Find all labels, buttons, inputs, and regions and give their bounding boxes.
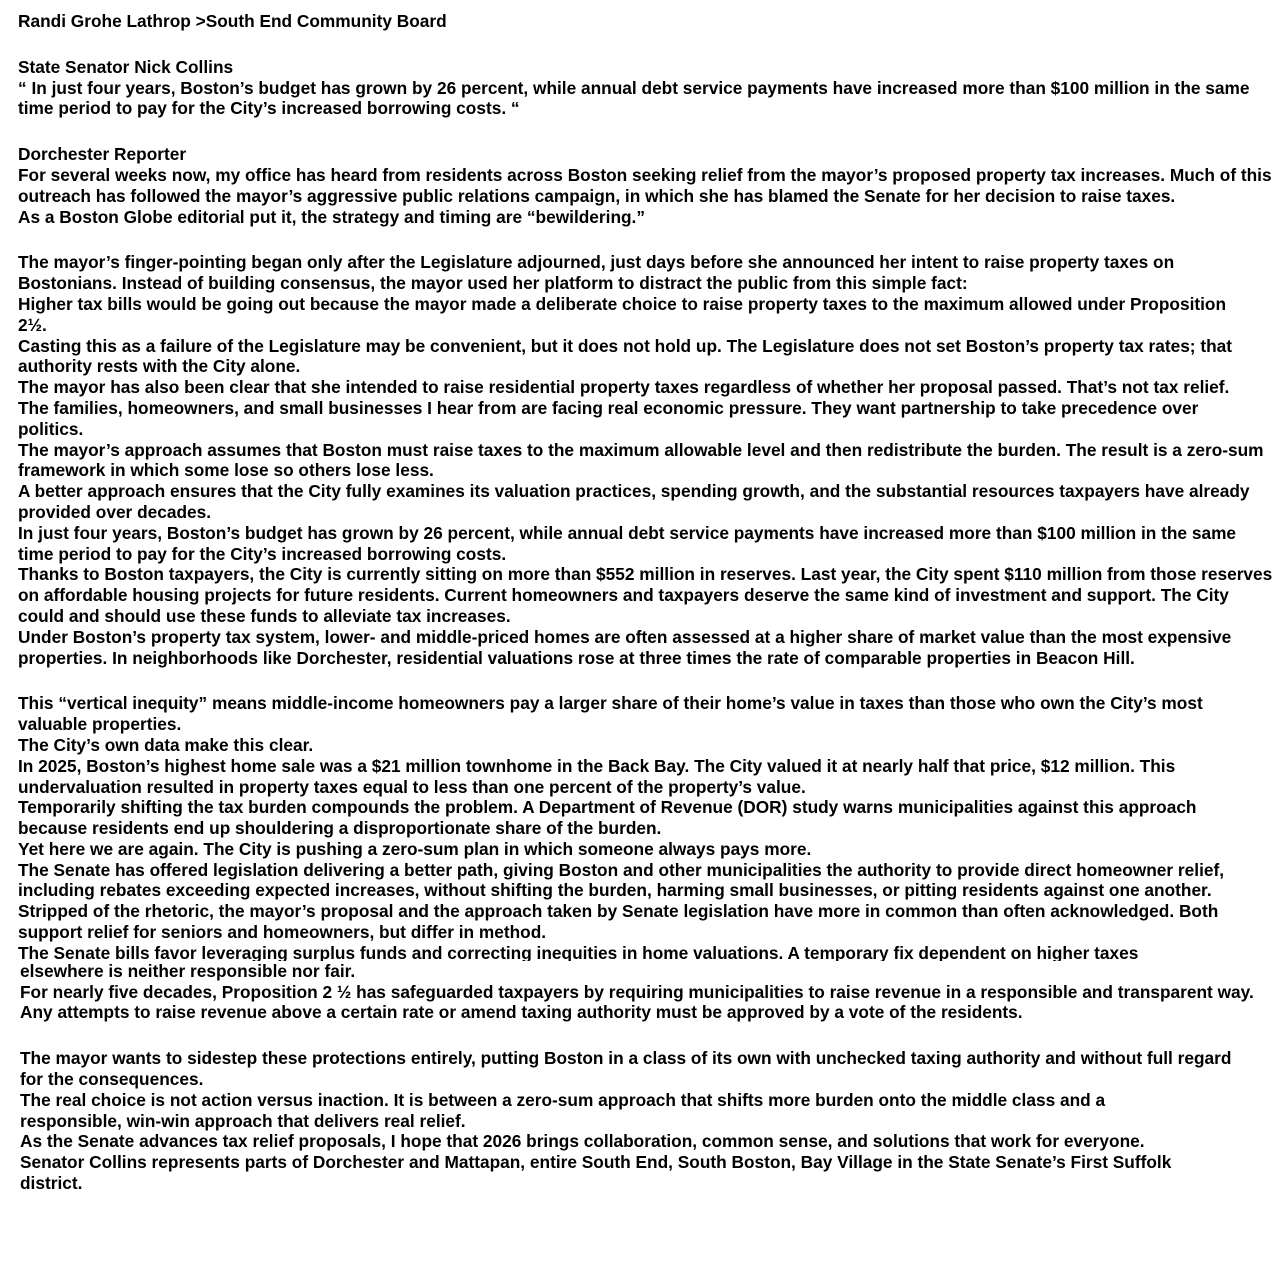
paragraph-continuation: elsewhere is neither responsible nor fair. [20,960,356,981]
breadcrumb: Randi Grohe Lathrop >South End Community Board [18,11,447,31]
paragraph: For several weeks now, my office has heard from residents across Boston seeking relief from the mayor’s proposed property tax increases. Much of this outreach has followed the mayor’s aggressive public relations campaign, in which she has blamed the Senate for her decision to raise taxes. [18,164,1272,206]
paragraph-clipped: The Senate bills favor leveraging surplus funds and correcting inequities in home valuations. A temporary fix dependent on higher taxes [18,942,1139,961]
spacer [18,119,1282,144]
paragraph: The mayor’s approach assumes that Boston must raise taxes to the maximum allowable level and then redistribute the burden. The result is a zero-sum framework in which some lose so others lose less. [18,439,1264,481]
spacer [18,32,1282,57]
paragraph: A better approach ensures that the City fully examines its valuation practices, spending growth, and the substantial resources taxpayers have already provided over decades. [18,481,1250,522]
paragraph: The City’s own data make this clear. [18,734,314,755]
paragraph: The mayor’s finger-pointing began only after the Legislature adjourned, just days before she announced her intent to raise property taxes on Bostonians. Instead of building consensus, the mayor used her platform to distract the public from this simple fact: [18,252,1175,294]
paragraph: Higher tax bills would be going out because the mayor made a deliberate choice to raise property taxes to the maximum allowed under Proposition 2½. [18,293,1227,335]
paragraph: As a Boston Globe editorial put it, the strategy and timing are “bewildering.” [18,206,646,227]
article-document [18,11,1282,1194]
paragraph: Stripped of the rhetoric, the mayor’s proposal and the approach taken by Senate legislation have more in common than often acknowledged. Both support relief for seniors and homeowners, but differ in method. [18,901,1219,943]
paragraph: In 2025, Boston’s highest home sale was a $21 million townhome in the Back Bay. The City valued it at nearly half that price, $12 million. This undervaluation resulted in property taxes equal to less than one percent of the property’s value. [18,755,1176,797]
paragraph: Thanks to Boston taxpayers, the City is currently sitting on more than $552 million in reserves. Last year, the City spent $110 million from those reserves on affordable housing projects for future residents. Current homeowners and taxpayers deserve the same kind of investment and support. The City could and should use these funds to alleviate tax increases. [18,564,1273,626]
spacer [18,1023,1282,1048]
paragraph: Under Boston’s property tax system, lower- and middle-priced homes are often assessed at a higher share of market value than the most expensive properties. In neighborhoods like Dorchester, residential valuations rose at three times the rate of comparable properties in Beacon Hill. [18,626,1232,668]
source-name: Dorchester Reporter [18,144,187,165]
author-byline: State Senator Nick Collins [18,56,234,77]
paragraph: The families, homeowners, and small businesses I hear from are facing real economic pressure. They want partnership to take precedence over politics. [18,397,1199,439]
spacer [18,668,1282,693]
paragraph: The mayor wants to sidestep these protections entirely, putting Boston in a class of its own with unchecked taxing authority and without full regard for the consequences. [20,1048,1232,1090]
paragraph: In just four years, Boston’s budget has grown by 26 percent, while annual debt service payments have increased more than $100 million in the same time period to pay for the City’s increased borrowing costs. [18,522,1237,564]
paragraph: This “vertical inequity” means middle-income homeowners pay a larger share of their home’s value in taxes than those who own the City’s most valuable properties. [18,693,1203,735]
paragraph: The real choice is not action versus inaction. It is between a zero-sum approach that shifts more burden onto the middle class and a responsible, win-win approach that delivers real relief. [20,1089,1106,1131]
paragraph: The Senate has offered legislation delivering a better path, giving Boston and other municipalities the authority to provide direct homeowner relief, including rebates exceeding expected increases, without shifting the burden, harming small businesses, or pitting residents against one another. [18,859,1225,901]
pull-quote: “ In just four years, Boston’s budget has grown by 26 percent, while annual debt service payments have increased more than $100 million in the same time period to pay for the City’s increased borrowing costs. “ [18,77,1250,119]
paragraph: As the Senate advances tax relief proposals, I hope that 2026 brings collaboration, common sense, and solutions that work for everyone. [20,1131,1145,1152]
paragraph: For nearly five decades, Proposition 2 ½ has safeguarded taxpayers by requiring municipalities to raise revenue in a responsible and transparent way. Any attempts to raise revenue above a certain rate or amend taxing authority must be approved by a vote of the residents. [20,981,1254,1023]
paragraph: Yet here we are again. The City is pushing a zero-sum plan in which someone always pays more. [18,838,812,859]
paragraph: Casting this as a failure of the Legislature may be convenient, but it does not hold up. The Legislature does not set Boston’s property tax rates; that authority rests with the City alone. [18,335,1233,377]
paragraph: Temporarily shifting the tax burden compounds the problem. A Department of Revenue (DOR) study warns municipalities against this approach because residents end up shouldering a disproportionate share of the burden. [18,797,1197,839]
paragraph: The mayor has also been clear that she intended to raise residential property taxes regardless of whether her proposal passed. That’s not tax relief. [18,377,1230,398]
spacer [18,227,1282,252]
author-bio: Senator Collins represents parts of Dorchester and Mattapan, entire South End, South Boston, Bay Village in the State Senate’s First Suffolk district. [20,1152,1172,1194]
